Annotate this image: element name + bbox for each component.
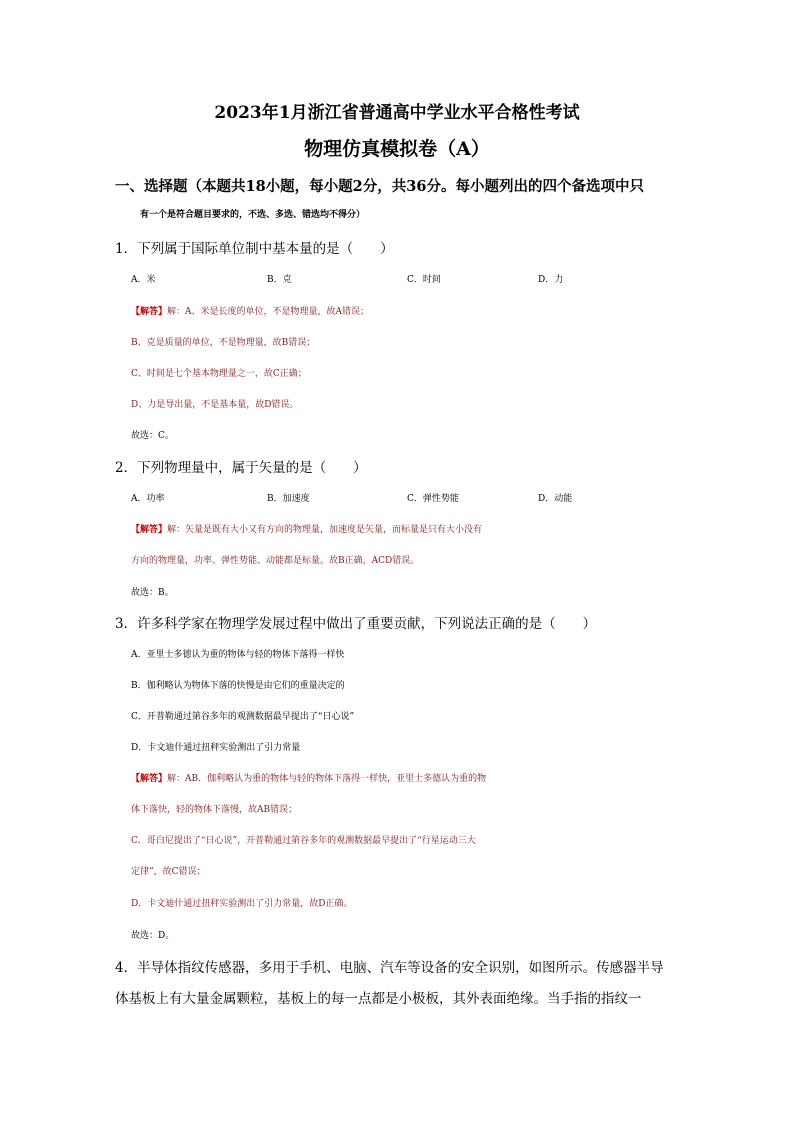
q1-answer-text-1: 解：A、米是长度的单位，不是物理量，故A错误； [167,307,370,317]
q3-option-d: D．卡文迪什通过扭秤实验测出了引力常量 [131,743,301,753]
exam-subtitle: 物理仿真模拟卷（A） [304,138,490,160]
q1-answer-line-3: C、时间是七个基本物理量之一，故C正确； [131,369,307,379]
question-1-stem: 1．下列属于国际单位制中基本量的是（ ） [115,241,394,257]
q3-option-a: A．亚里士多德认为重的物体与轻的物体下落得一样快 [131,650,345,660]
q1-choice: 故选：C。 [131,431,174,441]
exam-title: 2023年1月浙江省普通高中学业水平合格性考试 [214,103,580,123]
question-2-options [131,489,701,509]
q1-answer-line-2: B、克是质量的单位，不是物理量，故B错误； [131,338,316,348]
q3-answer-text-1: 解：AB．伽利略认为重的物体与轻的物体下落得一样快，亚里士多德认为重的物 [167,774,487,784]
question-2-stem: 2．下列物理量中，属于矢量的是（ ） [115,460,367,476]
q1-answer-line-4: D、力是导出量，不是基本量，故D错误。 [131,400,299,410]
q2-answer-line-2: 方向的物理量，功率、弹性势能、动能都是标量。故B正确，ACD错误。 [131,556,420,566]
q3-answer-line-4: 定律”，故C错误； [131,867,206,877]
section-heading-line1: 一、选择题（本题共18小题，每小题2分，共36分。每小题列出的四个备选项中只 [115,178,644,195]
q1-option-a: A．米 [131,275,156,285]
q1-option-b: B．克 [267,275,292,285]
q1-answer-line-1 [131,302,701,322]
q2-answer-text-1: 解：矢量是既有大小又有方向的物理量，加速度是矢量，而标量是只有大小没有 [167,525,483,535]
q3-option-c: C．开普勒通过第谷多年的观测数据最早提出了“日心说” [131,712,355,722]
q1-option-c: C．时间 [407,275,441,285]
question-1-options [131,270,701,290]
q1-answer-tag: 【解答】 [131,307,168,317]
q2-choice: 故选：B。 [131,588,174,598]
section-heading-line2: 有一个是符合题目要求的，不选、多选、错选均不得分） [140,210,366,220]
q2-option-a: A．功率 [131,494,165,504]
q3-choice: 故选：D。 [131,931,175,941]
q3-option-b: B．伽利略认为物体下落的快慢是由它们的重量决定的 [131,681,345,691]
q3-answer-line-1 [131,769,701,789]
q1-option-d: D．力 [538,275,564,285]
q2-option-c: C．弹性势能 [407,494,459,504]
q2-answer-tag: 【解答】 [131,525,168,535]
q2-answer-line-1 [131,520,701,540]
q2-option-d: D．动能 [538,494,573,504]
q3-answer-tag: 【解答】 [131,774,168,784]
q3-answer-line-5: D．卡文迪什通过扭秤实验测出了引力常量，故D正确。 [131,899,353,909]
q3-answer-line-3: C．哥白尼提出了“日心说”，开普勒通过第谷多年的观测数据最早提出了“行星运动三大 [131,836,476,846]
q3-answer-line-2: 体下落快，轻的物体下落慢，故AB错误； [131,805,298,815]
question-3-stem: 3．许多科学家在物理学发展过程中做出了重要贡献，下列说法正确的是（ ） [115,616,597,632]
q2-option-b: B．加速度 [267,494,310,504]
question-4-line-2: 体基板上有大量金属颗粒，基板上的每一点都是小极板，其外表面绝缘。当手指的指纹一 [115,991,642,1007]
question-4-line-1: 4．半导体指纹传感器，多用于手机、电脑、汽车等设备的安全识别，如图所示。传感器半导 [115,960,664,976]
